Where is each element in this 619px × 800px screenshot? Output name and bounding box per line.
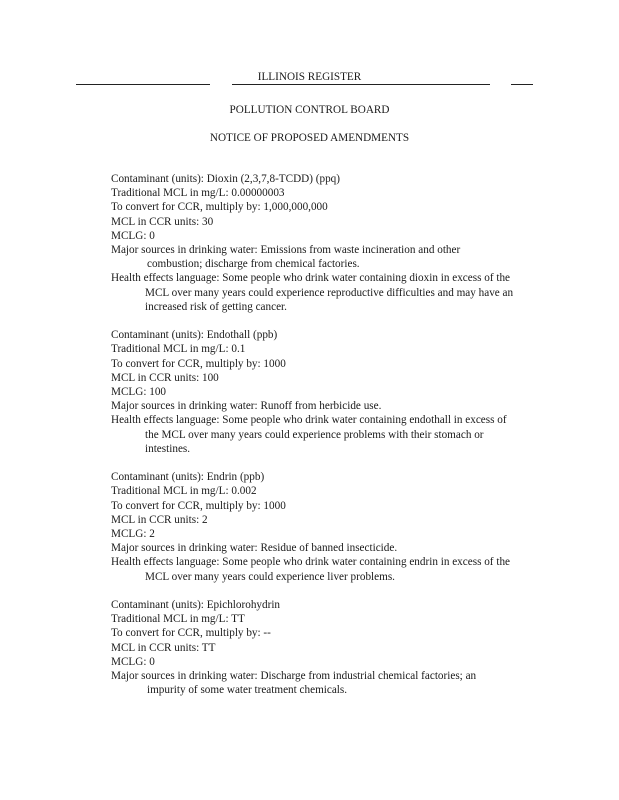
traditional-mcl-line: Traditional MCL in mg/L: 0.00000003 xyxy=(111,187,285,200)
board-title: POLLUTION CONTROL BOARD xyxy=(229,104,390,116)
mcl-ccr-line: MCL in CCR units: TT xyxy=(111,641,216,654)
health-line-continued: MCL over many years could experience reproductive difficulties and may have an xyxy=(145,286,514,299)
health-line-continued: MCL over many years could experience liver problems. xyxy=(145,570,395,583)
mcl-ccr-line: MCL in CCR units: 2 xyxy=(111,513,208,526)
contaminant-entry-dioxin xyxy=(111,172,551,314)
sources-line-continued: combustion; discharge from chemical factories. xyxy=(147,258,360,271)
sources-line: Major sources in drinking water: Emissions from waste incineration and other xyxy=(111,244,461,257)
traditional-mcl-line: Traditional MCL in mg/L: TT xyxy=(111,613,245,626)
contaminant-entry-endothall xyxy=(111,328,551,456)
register-title: ILLINOIS REGISTER xyxy=(257,71,362,83)
header-rule-right xyxy=(511,84,533,85)
notice-title: NOTICE OF PROPOSED AMENDMENTS xyxy=(209,132,410,144)
traditional-mcl-line: Traditional MCL in mg/L: 0.1 xyxy=(111,343,246,356)
contaminant-line: Contaminant (units): Dioxin (2,3,7,8-TCDD) (ppq) xyxy=(111,173,341,185)
health-line: Health effects language: Some people who drink water containing endrin in excess of the xyxy=(111,556,510,569)
mcl-ccr-line: MCL in CCR units: 30 xyxy=(111,215,214,228)
convert-line: To convert for CCR, multiply by: -- xyxy=(111,627,271,640)
sources-line: Major sources in drinking water: Residue of banned insecticide. xyxy=(111,542,398,555)
health-line-continued: the MCL over many years could experience problems with their stomach or xyxy=(145,428,484,441)
header-rule-center xyxy=(232,84,490,85)
header-rule-left xyxy=(76,84,210,85)
mclg-line: MCLG: 100 xyxy=(111,386,167,399)
contaminant-line: Contaminant (units): Epichlorohydrin xyxy=(111,599,281,612)
mcl-ccr-line: MCL in CCR units: 100 xyxy=(111,371,219,384)
convert-line: To convert for CCR, multiply by: 1000 xyxy=(111,499,286,512)
contaminant-entry-epichlorohydrin xyxy=(111,598,551,697)
contaminant-line: Contaminant (units): Endrin (ppb) xyxy=(111,471,265,484)
sources-line: Major sources in drinking water: Discharge from industrial chemical factories; an xyxy=(111,670,477,683)
contaminant-line: Contaminant (units): Endothall (ppb) xyxy=(111,329,278,342)
contaminant-entries xyxy=(111,172,551,712)
mclg-line: MCLG: 0 xyxy=(111,229,155,242)
health-line: Health effects language: Some people who drink water containing endothall in excess of xyxy=(111,414,507,427)
convert-line: To convert for CCR, multiply by: 1000 xyxy=(111,357,286,370)
health-line: Health effects language: Some people who drink water containing dioxin in excess of the xyxy=(111,272,511,285)
convert-line: To convert for CCR, multiply by: 1,000,000,000 xyxy=(111,201,328,214)
sources-line-continued: impurity of some water treatment chemicals. xyxy=(147,684,348,697)
mclg-line: MCLG: 0 xyxy=(111,655,155,668)
health-line-continued: intestines. xyxy=(145,442,191,455)
contaminant-entry-endrin xyxy=(111,470,551,584)
mclg-line: MCLG: 2 xyxy=(111,528,155,541)
traditional-mcl-line: Traditional MCL in mg/L: 0.002 xyxy=(111,485,257,498)
health-line-continued: increased risk of getting cancer. xyxy=(145,300,287,313)
sources-line: Major sources in drinking water: Runoff from herbicide use. xyxy=(111,400,382,413)
